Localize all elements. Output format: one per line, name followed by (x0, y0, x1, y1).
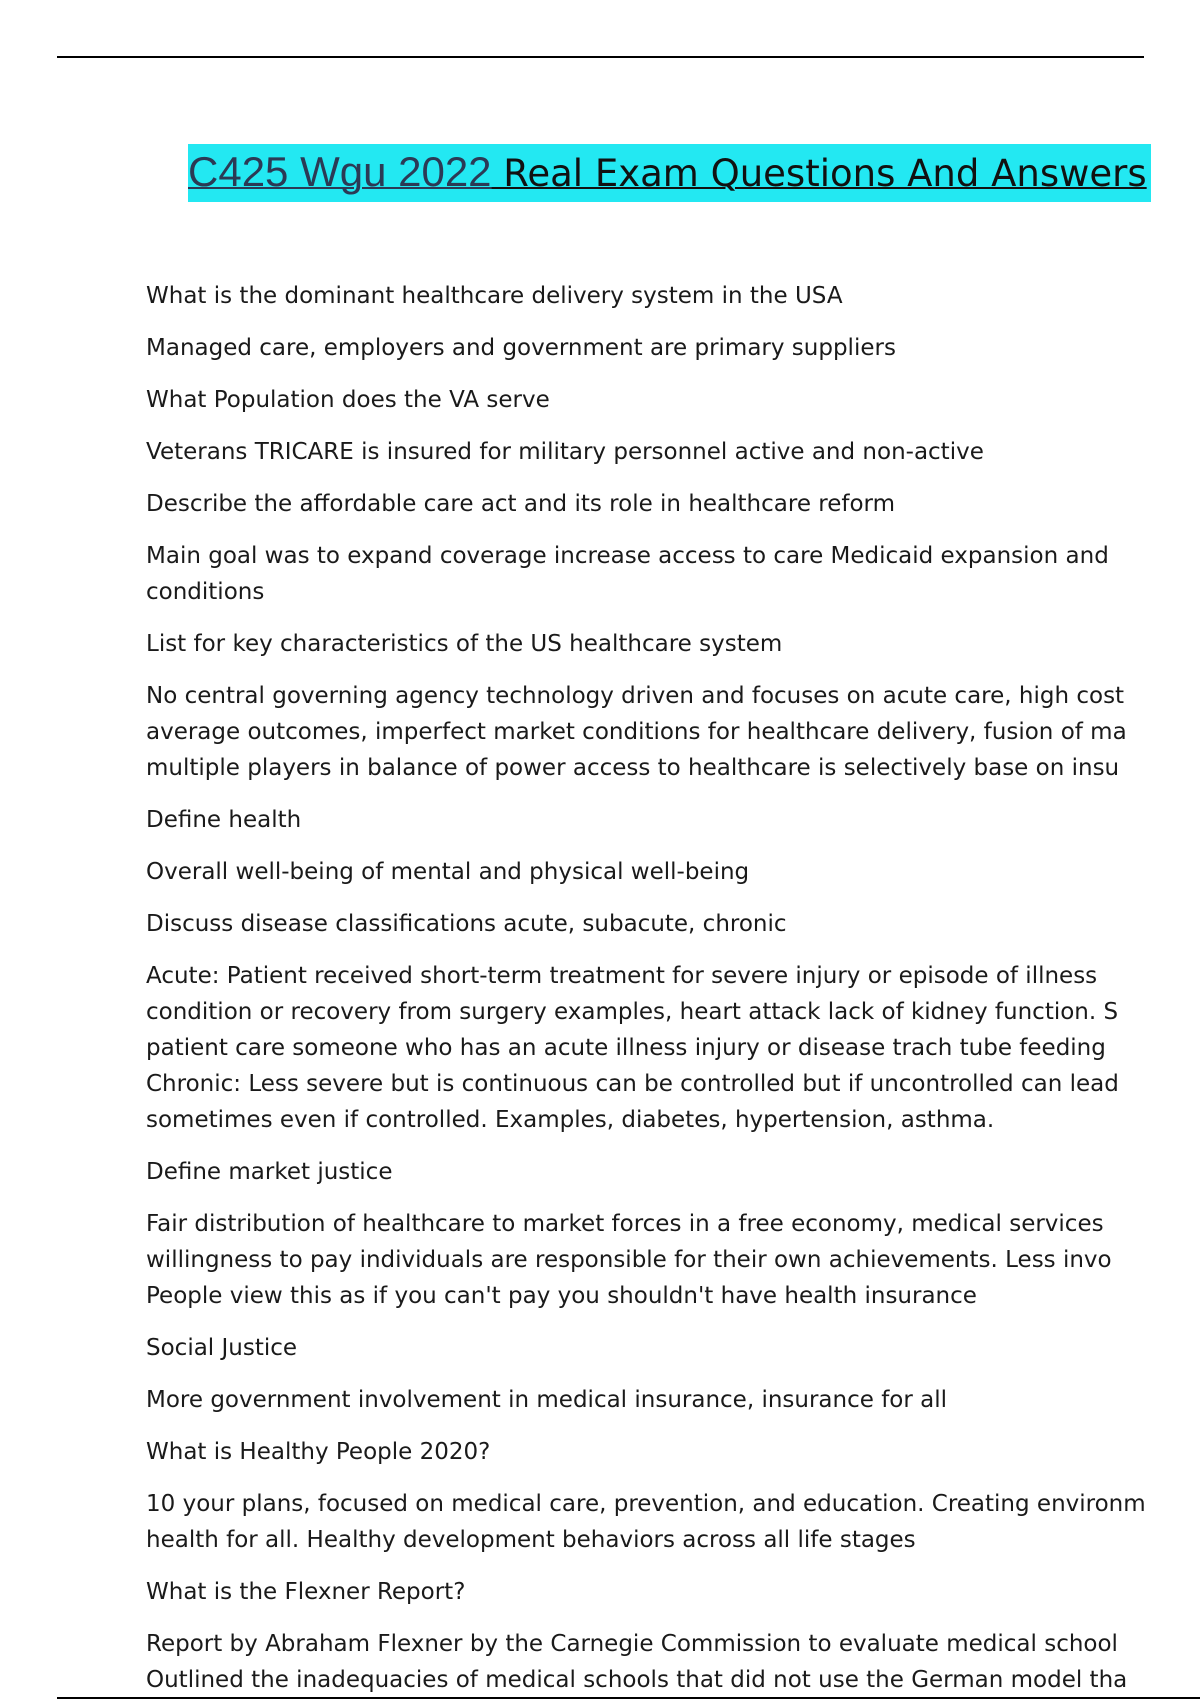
text-line: Report by Abraham Flexner by the Carnegie Commission to evaluate medical school (146, 1631, 1118, 1657)
text-line: Discuss disease classifications acute, subacute, chronic (146, 911, 787, 937)
text-line: Acute: Patient received short-term treatment for severe injury or episode of illness (146, 963, 1098, 989)
top-rule (57, 56, 1144, 58)
answer-paragraph (146, 1206, 1200, 1314)
text-line: Define health (146, 807, 302, 833)
text-line: Main goal was to expand coverage increase access to care Medicaid expansion and (146, 543, 1109, 569)
text-line: More government involvement in medical insurance, insurance for all (146, 1387, 948, 1413)
text-line: Describe the affordable care act and its role in healthcare reform (146, 491, 896, 517)
question-paragraph (146, 486, 1200, 522)
question-paragraph (146, 626, 1200, 662)
text-line: Veterans TRICARE is insured for military personnel active and non-active (146, 439, 984, 465)
text-line: Fair distribution of healthcare to market forces in a free economy, medical services (146, 1211, 1104, 1237)
text-line: What Population does the VA serve (146, 387, 550, 413)
answer-paragraph (146, 538, 1200, 610)
bottom-rule (57, 1697, 1200, 1699)
answer-paragraph (146, 434, 1200, 470)
text-line: List for key characteristics of the US healthcare system (146, 631, 783, 657)
text-line: health for all. Healthy development behaviors across all life stages (146, 1527, 916, 1553)
answer-paragraph (146, 854, 1200, 890)
text-line: What is the Flexner Report? (146, 1579, 466, 1605)
text-line: Social Justice (146, 1335, 298, 1361)
answer-paragraph (146, 330, 1200, 366)
text-line: What is Healthy People 2020? (146, 1439, 491, 1465)
text-line: No central governing agency technology driven and focuses on acute care, high cost (146, 683, 1125, 709)
title-code: C425 Wgu 2022 (188, 148, 492, 195)
text-line: average outcomes, imperfect market conditions for healthcare delivery, fusion of ma (146, 719, 1127, 745)
text-line: patient care someone who has an acute illness injury or disease trach tube feeding (146, 1035, 1106, 1061)
question-paragraph (146, 278, 1200, 314)
question-paragraph (146, 1434, 1200, 1470)
document-title (188, 144, 1151, 202)
question-paragraph (146, 1154, 1200, 1190)
text-line: condition or recovery from surgery examples, heart attack lack of kidney function. S (146, 999, 1119, 1025)
answer-paragraph (146, 1382, 1200, 1418)
question-paragraph (146, 1574, 1200, 1610)
text-line: Managed care, employers and government are primary suppliers (146, 335, 896, 361)
answer-paragraph (146, 1486, 1200, 1558)
text-line: multiple players in balance of power access to healthcare is selectively base on insu (146, 755, 1120, 781)
text-line: 10 your plans, focused on medical care, prevention, and education. Creating environm (146, 1491, 1146, 1517)
answer-paragraph (146, 678, 1200, 786)
question-paragraph (146, 906, 1200, 942)
answer-paragraph (146, 958, 1200, 1138)
question-paragraph (146, 1330, 1200, 1366)
text-line: Overall well-being of mental and physical well-being (146, 859, 750, 885)
text-line: Define market justice (146, 1159, 393, 1185)
text-line: willingness to pay individuals are responsible for their own achievements. Less invo (146, 1247, 1112, 1273)
text-line: Chronic: Less severe but is continuous can be controlled but if uncontrolled can lead (146, 1071, 1119, 1097)
text-line: conditions (146, 579, 265, 605)
title-text: Real Exam Questions And Answers (491, 152, 1147, 195)
text-line: People view this as if you can't pay you shouldn't have health insurance (146, 1283, 977, 1309)
question-paragraph (146, 382, 1200, 418)
document-body (146, 278, 1200, 1698)
text-line: sometimes even if controlled. Examples, diabetes, hypertension, asthma. (146, 1107, 995, 1133)
answer-paragraph (146, 1626, 1200, 1698)
question-paragraph (146, 802, 1200, 838)
text-line: Outlined the inadequacies of medical schools that did not use the German model tha (146, 1667, 1128, 1693)
text-line: What is the dominant healthcare delivery system in the USA (146, 283, 843, 309)
